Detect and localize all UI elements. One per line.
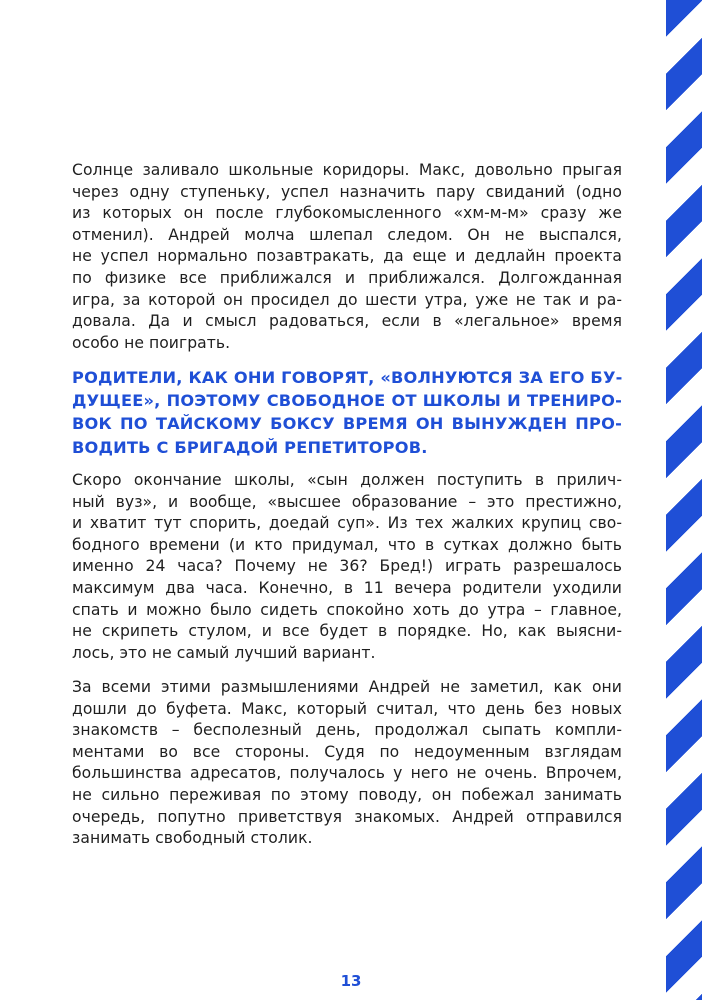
text-line: довала. Да и смысл радоваться, если в «легальное» время <box>72 312 622 331</box>
text-line: большинства адресатов, получалось у него не очень. Впрочем, <box>72 764 622 783</box>
text-line: бодного времени (и кто придумал, что в сутках должно быть <box>72 535 622 554</box>
callout-line: ВОДИТЬ С БРИГАДОЙ РЕПЕТИТОРОВ. <box>72 437 428 457</box>
text-line: и хватит тут спорить, доедай суп». Из тех жалких крупиц сво- <box>72 514 622 533</box>
text-line: максимум два часа. Конечно, в 11 вечера родители уходили <box>72 578 622 597</box>
text-line: не скрипеть стулом, и все будет в порядке. Но, как выясни- <box>72 622 622 641</box>
text-line: не успел нормально позавтракать, да еще и дедлайн проекта <box>72 247 622 266</box>
text-line: дошли до буфета. Макс, который считал, что день без новых <box>72 699 622 718</box>
text-line: Солнце заливало школьные коридоры. Макс, довольно прыгая <box>72 161 622 179</box>
paragraph-3 <box>72 677 622 850</box>
page-number: 13 <box>340 972 362 990</box>
text-line: знакомств – бесполезный день, продолжал сыпать компли- <box>72 721 622 740</box>
text-line: лось, это не самый лучший вариант. <box>72 643 376 662</box>
text-line: особо не поиграть. <box>72 333 231 352</box>
text-line: спать и можно было сидеть спокойно хоть до утра – главное, <box>72 600 622 619</box>
text-line: За всеми этими размышлениями Андрей не заметил, как они <box>72 678 622 696</box>
text-line: отменил). Андрей молча шлепал следом. Он не выспался, <box>72 225 622 244</box>
text-line: именно 24 часа? Почему не 36? Бред!) играть разрешалось <box>72 557 622 576</box>
text-line: ный вуз», и вообще, «высшее образование – это престижно, <box>72 492 622 511</box>
text-line: по физике все приближался и приближался. Долгожданная <box>72 268 622 287</box>
callout-line: ВОК ПО ТАЙСКОМУ БОКСУ ВРЕМЯ ОН ВЫНУЖДЕН ПРО- <box>72 414 622 434</box>
text-line: занимать свободный столик. <box>72 829 313 848</box>
highlighted-callout <box>72 366 622 459</box>
text-line: очередь, попутно приветствуя знакомых. Андрей отправился <box>72 807 622 826</box>
text-line: игра, за которой он просидел до шести утра, уже не так и ра- <box>72 290 622 309</box>
text-line: через одну ступеньку, успел назначить пару свиданий (одно <box>72 182 622 201</box>
text-line: Скоро окончание школы, «сын должен поступить в прилич- <box>72 471 622 489</box>
decorative-stripe-border <box>666 0 702 1000</box>
paragraph-2 <box>72 470 622 664</box>
text-line: ментами во все стороны. Судя по недоуменным взглядам <box>72 742 622 761</box>
callout-line: ДУЩЕЕ», ПОЭТОМУ СВОБОДНОЕ ОТ ШКОЛЫ И ТРЕНИРО- <box>72 391 622 411</box>
callout-line: РОДИТЕЛИ, КАК ОНИ ГОВОРЯТ, «ВОЛНУЮТСЯ ЗА ЕГО БУ- <box>72 368 623 387</box>
paragraph-1 <box>72 160 622 354</box>
text-line: не сильно переживая по этому поводу, он побежал занимать <box>72 785 622 804</box>
text-line: из которых он после глубокомысленного «хм-м-м» сразу же <box>72 204 622 223</box>
